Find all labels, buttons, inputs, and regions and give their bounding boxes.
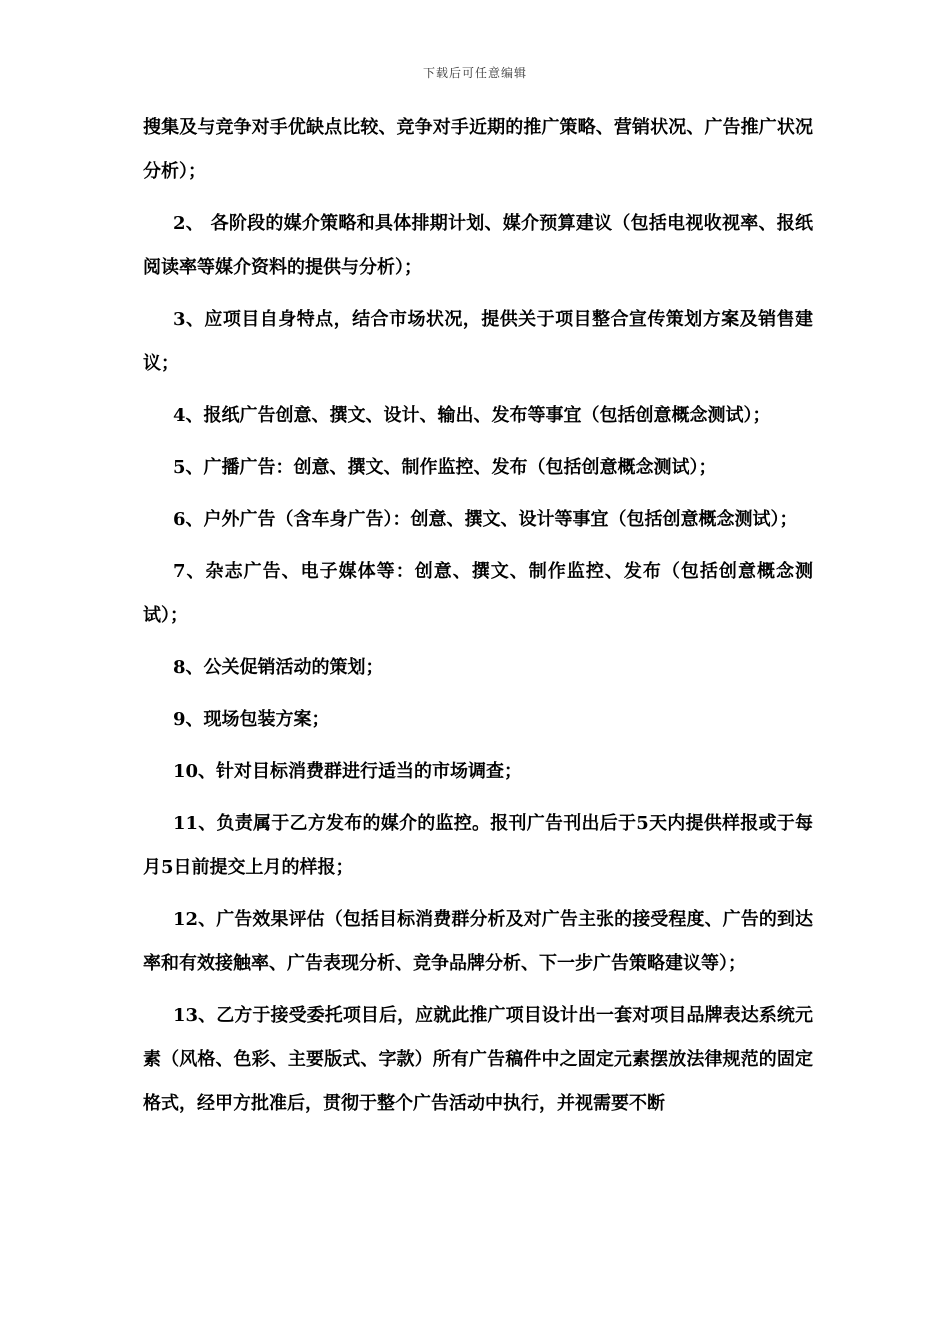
paragraph-item-3: 3、应项目自身特点，结合市场状况，提供关于项目整合宣传策划方案及销售建议； (143, 309, 813, 374)
document-body (143, 106, 813, 1134)
paragraph-item-2: 2、 各阶段的媒介策略和具体排期计划、媒介预算建议（包括电视收视率、报纸阅读率等媒介资料的提供与分析）； (143, 213, 813, 278)
paragraph-item-6: 6、户外广告（含车身广告）：创意、撰文、设计等事宜（包括创意概念测试）； (173, 509, 798, 530)
paragraph-item-7: 7、杂志广告、电子媒体等：创意、撰文、制作监控、发布（包括创意概念测试）； (143, 561, 813, 626)
paragraph-continuation: 搜集及与竞争对手优缺点比较、竞争对手近期的推广策略、营销状况、广告推广状况分析）； (143, 117, 813, 182)
paragraph-item-5: 5、广播广告：创意、撰文、制作监控、发布（包括创意概念测试）； (173, 457, 717, 478)
paragraph-item-13: 13、乙方于接受委托项目后，应就此推广项目设计出一套对项目品牌表达系统元素（风格、色彩、主要版式、字款）所有广告稿件中之固定元素摆放法律规范的固定格式，经甲方批准后，贯彻于整个广告活动中执行，并视需要不断 (143, 1005, 813, 1114)
paragraph-item-11: 11、负责属于乙方发布的媒介的监控。报刊广告刊出后于5天内提供样报或于每月5日前提交上月的样报； (143, 813, 813, 878)
paragraph-item-4: 4、报纸广告创意、撰文、设计、输出、发布等事宜（包括创意概念测试）； (173, 405, 771, 426)
paragraph-item-9: 9、现场包装方案； (173, 709, 330, 730)
paragraph-item-10: 10、针对目标消费群进行适当的市场调查； (173, 761, 523, 782)
paragraph-item-8: 8、公关促销活动的策划； (173, 657, 384, 678)
paragraph-item-12: 12、广告效果评估（包括目标消费群分析及对广告主张的接受程度、广告的到达率和有效接触率、广告表现分析、竞争品牌分析、下一步广告策略建议等）； (143, 909, 813, 974)
page-header: 下载后可任意编辑 (422, 66, 527, 80)
